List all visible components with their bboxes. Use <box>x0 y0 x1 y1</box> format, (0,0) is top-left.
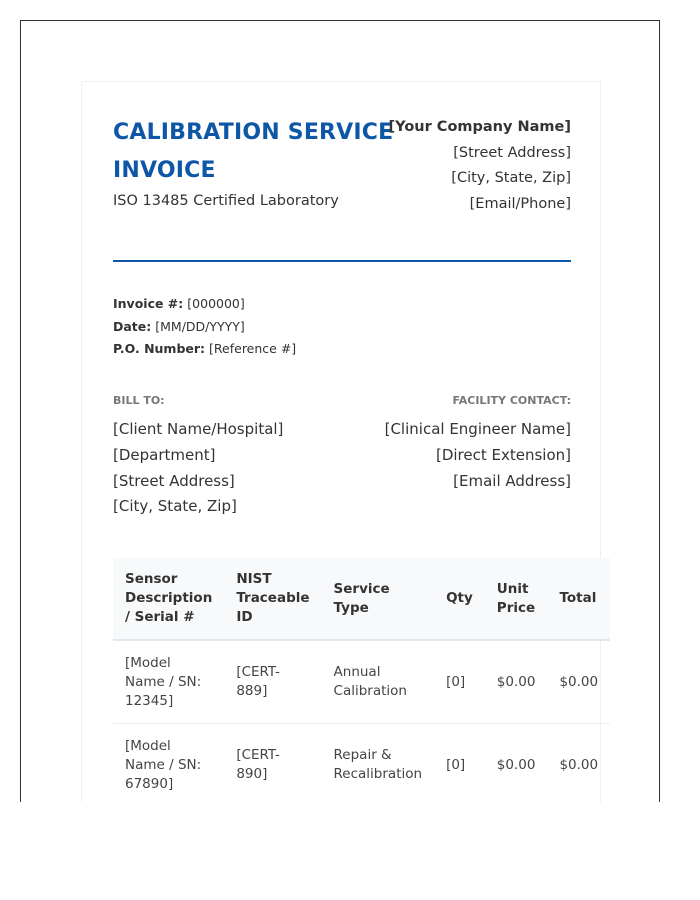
bill-to-line: [Street Address] <box>113 471 235 490</box>
invoice-meta <box>113 293 296 361</box>
invoice-date-value: [MM/DD/YYYY] <box>155 318 245 334</box>
invoice-number-row <box>113 293 296 316</box>
table-cell: [CERT-890] <box>224 724 321 803</box>
invoice-subtitle: ISO 13485 Certified Laboratory <box>113 193 339 209</box>
invoice-number-label: Invoice #: <box>113 296 184 311</box>
po-number-value: [Reference #] <box>209 341 297 356</box>
invoice-number-value: [000000] <box>187 296 245 311</box>
bill-to-line: [Department] <box>113 445 216 464</box>
table-cell: [Model Name / SN: 12345] <box>113 640 224 724</box>
page-frame <box>20 20 660 802</box>
table-cell: Repair & Recalibration <box>322 724 435 803</box>
facility-contact-line: [Clinical Engineer Name] <box>384 420 571 438</box>
invoice-title: CALIBRATION SERVICE INVOICE <box>113 120 394 183</box>
column-header: Total <box>547 558 610 640</box>
table-cell: [Model Name / SN: 67890] <box>113 724 224 803</box>
column-header: Unit Price <box>485 558 548 640</box>
po-number-row <box>113 338 296 361</box>
table-cell: $0.00 <box>485 724 548 803</box>
table-cell: Annual Calibration <box>322 640 435 724</box>
table-row <box>113 640 610 724</box>
table-cell: [0] <box>434 640 485 724</box>
company-name: [Your Company Name] <box>388 119 571 135</box>
invoice-date-label: Date: <box>113 318 152 334</box>
column-header: NIST Traceable ID <box>224 558 321 640</box>
bill-to-block <box>113 417 283 520</box>
company-city: [City, State, Zip] <box>451 170 571 186</box>
company-contact: [Email/Phone] <box>469 195 571 212</box>
po-number-label: P.O. Number: <box>113 341 206 356</box>
facility-contact-line: [Email Address] <box>453 471 571 490</box>
table-row <box>113 724 610 803</box>
bill-to-line: [Client Name/Hospital] <box>113 420 284 438</box>
facility-contact-heading: FACILITY CONTACT: <box>452 394 571 407</box>
column-header: Service Type <box>322 558 435 640</box>
table-header-row <box>113 558 610 640</box>
facility-contact-block <box>385 417 571 494</box>
table-cell: $0.00 <box>547 724 610 803</box>
invoice-sheet <box>81 81 601 802</box>
bill-to-heading: BILL TO: <box>113 394 165 407</box>
company-block <box>371 115 571 217</box>
column-header: Sensor Description / Serial # <box>113 558 224 640</box>
column-header: Qty <box>434 558 485 640</box>
company-street: [Street Address] <box>453 144 571 161</box>
invoice-date-row <box>113 316 296 339</box>
facility-contact-line: [Direct Extension] <box>435 445 571 464</box>
header-divider <box>113 260 571 262</box>
table-cell: $0.00 <box>547 640 610 724</box>
bill-to-line: [City, State, Zip] <box>113 497 237 516</box>
table-cell: [CERT-889] <box>224 640 321 724</box>
table-cell: $0.00 <box>485 640 548 724</box>
service-table <box>113 558 610 802</box>
table-cell: [0] <box>434 724 485 803</box>
